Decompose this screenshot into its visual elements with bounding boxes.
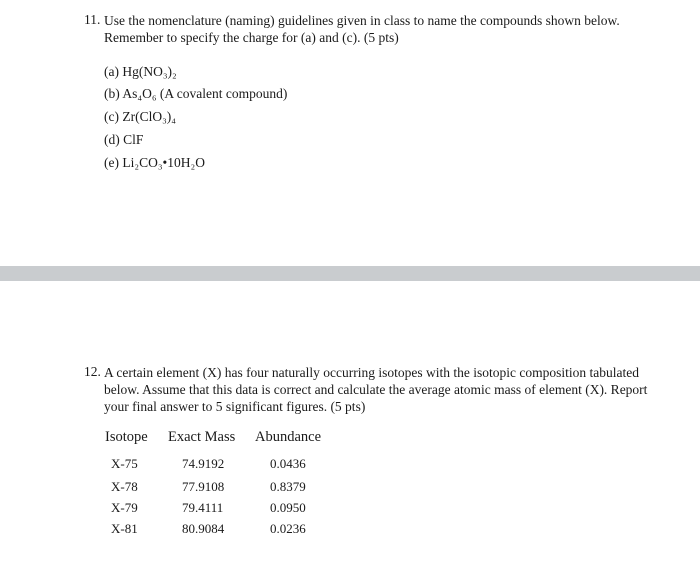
part-label: (d) [104,132,120,147]
section-divider [0,266,700,281]
part-label: (a) [104,64,119,79]
question-11-number: 11. [84,12,101,27]
table-cell-mass: 77.9108 [182,479,225,494]
table-cell-mass: 79.4111 [182,500,224,515]
table-cell-mass: 74.9192 [182,456,225,471]
question-11-part-c [104,109,176,125]
question-12-number: 12. [84,364,101,379]
part-label: (b) [104,86,120,101]
part-formula: Hg(NO₃)₂ [122,64,177,79]
question-11-part-a [104,64,177,80]
part-formula: Zr(ClO₃)₄ [122,109,177,124]
question-11-line-1: Use the nomenclature (naming) guidelines given in class to name the compounds shown below. [104,13,620,28]
table-cell-isotope: X-81 [111,521,138,536]
table-header-abundance: Abundance [255,429,322,445]
table-cell-isotope: X-78 [111,479,138,494]
question-11-part-d [104,132,143,148]
table-cell-abundance: 0.0436 [270,456,306,471]
table-cell-isotope: X-79 [111,500,138,515]
part-formula: As₄O₆ (A covalent compound) [122,86,288,101]
question-11-line-2: Remember to specify the charge for (a) and (c). (5 pts) [104,30,399,45]
table-cell-mass: 80.9084 [182,521,225,536]
table-cell-abundance: 0.8379 [270,479,306,494]
table-header-exact-mass: Exact Mass [168,429,236,445]
question-11-part-b [104,86,287,102]
table-header-isotope: Isotope [105,429,148,445]
part-formula: Li₂CO₃•10H₂O [122,155,205,170]
part-formula: ClF [123,132,144,147]
question-12-line-1: A certain element (X) has four naturally occurring isotopes with the isotopic composition tabulated [104,365,639,380]
part-label: (e) [104,155,119,170]
table-cell-abundance: 0.0950 [270,500,306,515]
part-label: (c) [104,109,119,124]
question-12-line-3: your final answer to 5 significant figures. (5 pts) [104,399,366,414]
table-cell-isotope: X-75 [111,456,138,471]
question-12-line-2: below. Assume that this data is correct and calculate the average atomic mass of element (X). Report [104,382,648,397]
question-11-part-e [104,155,205,171]
table-cell-abundance: 0.0236 [270,521,306,536]
